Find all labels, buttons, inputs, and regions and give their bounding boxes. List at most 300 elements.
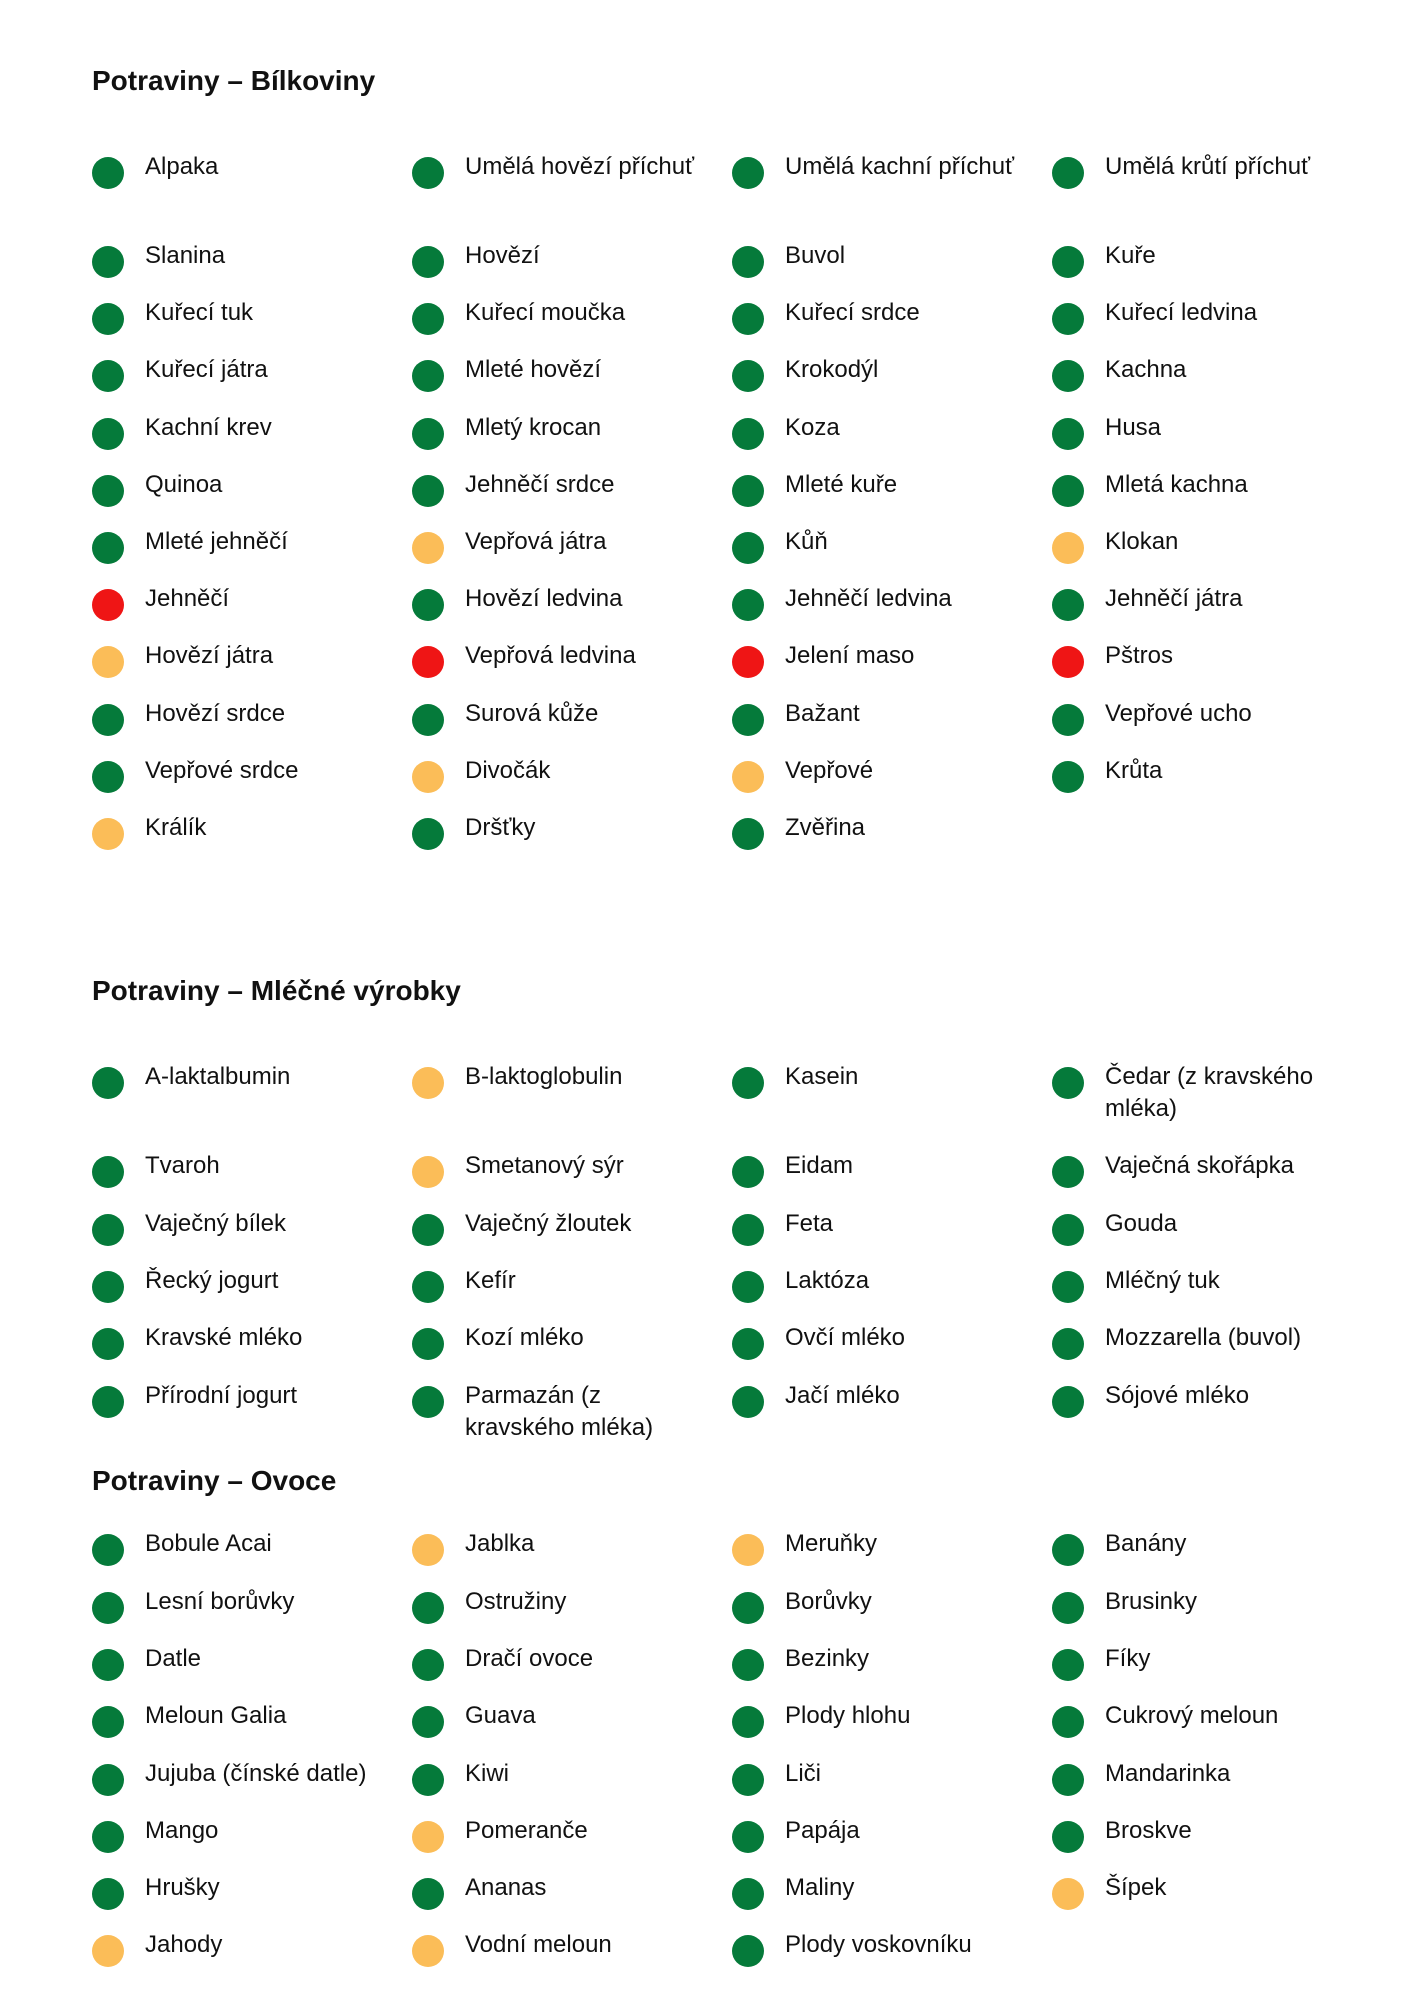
food-item	[92, 1265, 392, 1315]
status-dot-green	[732, 1935, 764, 1967]
food-item	[92, 1208, 392, 1258]
food-item-label: Divočák	[465, 757, 551, 784]
food-item-label: Broskve	[1105, 1817, 1192, 1844]
food-item-label: Jačí mléko	[785, 1382, 900, 1409]
status-dot-green	[732, 1214, 764, 1246]
food-item-label: Kuřecí ledvina	[1105, 299, 1258, 326]
status-dot-green	[92, 475, 124, 507]
status-dot-green	[1052, 1067, 1084, 1099]
food-item	[732, 1643, 1032, 1693]
food-item	[1052, 1150, 1352, 1200]
food-item	[412, 297, 712, 347]
food-item	[92, 240, 392, 290]
food-item	[1052, 297, 1352, 347]
food-item	[92, 1528, 392, 1578]
status-dot-green	[92, 418, 124, 450]
status-dot-green	[1052, 1534, 1084, 1566]
status-dot-green	[92, 1821, 124, 1853]
status-dot-green	[412, 1649, 444, 1681]
status-dot-green	[412, 1271, 444, 1303]
status-dot-orange	[412, 1821, 444, 1853]
status-dot-green	[732, 1706, 764, 1738]
food-item-label: Plody hlohu	[785, 1702, 911, 1729]
status-dot-green	[732, 1592, 764, 1624]
food-item-label: Datle	[145, 1645, 202, 1672]
food-item-label: Jehněčí srdce	[465, 471, 615, 498]
food-item-label: Maliny	[785, 1874, 855, 1901]
food-item-label: Jehněčí	[145, 585, 230, 612]
food-item-label: Brusinky	[1105, 1588, 1198, 1615]
food-item-label: Dršťky	[465, 814, 536, 841]
food-item	[412, 151, 712, 201]
food-item	[412, 469, 712, 519]
food-item	[732, 583, 1032, 633]
status-dot-green	[92, 1067, 124, 1099]
status-dot-green	[92, 532, 124, 564]
food-item	[92, 1150, 392, 1200]
status-dot-green	[732, 1067, 764, 1099]
food-item	[412, 1643, 712, 1693]
food-item	[1052, 354, 1352, 404]
food-item-label: Zvěřina	[785, 814, 866, 841]
food-item-label: Mleté hovězí	[465, 356, 602, 383]
food-item	[92, 526, 392, 576]
food-item-label: Koza	[785, 414, 840, 441]
status-dot-green	[92, 1764, 124, 1796]
status-dot-green	[1052, 246, 1084, 278]
food-item	[1052, 1815, 1352, 1865]
food-item	[412, 1061, 712, 1111]
food-item	[412, 640, 712, 690]
food-item	[412, 1815, 712, 1865]
food-item	[1052, 469, 1352, 519]
food-item-label: Jehněčí játra	[1105, 585, 1243, 612]
food-item-label: Meloun Galia	[145, 1702, 287, 1729]
food-item-label: Guava	[465, 1702, 536, 1729]
status-dot-green	[412, 1878, 444, 1910]
food-item-label: Kasein	[785, 1063, 859, 1090]
food-item	[732, 469, 1032, 519]
food-item	[92, 1872, 392, 1922]
food-item	[412, 240, 712, 290]
food-item-label: Vodní meloun	[465, 1931, 612, 1958]
food-item-label: Meruňky	[785, 1530, 878, 1557]
status-dot-orange	[92, 818, 124, 850]
food-item-label: Vepřové srdce	[145, 757, 299, 784]
food-item	[732, 354, 1032, 404]
food-item	[1052, 1061, 1352, 1122]
food-item-label: Bezinky	[785, 1645, 870, 1672]
food-item-label: Papája	[785, 1817, 860, 1844]
status-dot-green	[732, 704, 764, 736]
food-item-label: Kachní krev	[145, 414, 272, 441]
food-item-label: Mletý krocan	[465, 414, 602, 441]
food-item-label: Hovězí srdce	[145, 700, 286, 727]
status-dot-green	[732, 157, 764, 189]
food-item	[1052, 1380, 1352, 1430]
status-dot-green	[1052, 1649, 1084, 1681]
status-dot-green	[412, 1592, 444, 1624]
status-dot-orange	[1052, 532, 1084, 564]
food-item-label: Kuřecí srdce	[785, 299, 920, 326]
food-item-label: Plody voskovníku	[785, 1931, 972, 1958]
food-item-label: Jablka	[465, 1530, 535, 1557]
status-dot-green	[1052, 1156, 1084, 1188]
food-item-label: Smetanový sýr	[465, 1152, 624, 1179]
food-item-label: Jehněčí ledvina	[785, 585, 952, 612]
food-item	[412, 1586, 712, 1636]
food-item-label: Husa	[1105, 414, 1162, 441]
status-dot-green	[1052, 1386, 1084, 1418]
food-item	[1052, 1322, 1352, 1372]
food-item-label: Hovězí ledvina	[465, 585, 623, 612]
food-item-label: Mozzarella (buvol)	[1105, 1324, 1302, 1351]
status-dot-green	[732, 589, 764, 621]
status-dot-green	[412, 704, 444, 736]
food-item	[412, 583, 712, 633]
food-item	[412, 1380, 712, 1441]
status-dot-green	[92, 246, 124, 278]
food-item	[732, 1586, 1032, 1636]
food-item	[412, 1528, 712, 1578]
status-dot-red	[92, 589, 124, 621]
status-dot-green	[732, 532, 764, 564]
status-dot-green	[92, 1386, 124, 1418]
status-dot-green	[732, 1156, 764, 1188]
food-item-label: Jelení maso	[785, 642, 915, 669]
food-item	[1052, 1643, 1352, 1693]
status-dot-green	[1052, 1328, 1084, 1360]
food-item	[412, 1322, 712, 1372]
status-dot-green	[1052, 157, 1084, 189]
status-dot-green	[1052, 1271, 1084, 1303]
food-item	[92, 1586, 392, 1636]
food-item-label: Ovčí mléko	[785, 1324, 906, 1351]
status-dot-green	[412, 246, 444, 278]
status-dot-green	[1052, 475, 1084, 507]
food-item-label: Umělá hovězí příchuť	[465, 153, 695, 180]
food-item-label: Surová kůže	[465, 700, 599, 727]
food-item	[732, 240, 1032, 290]
food-item-label: B-laktoglobulin	[465, 1063, 623, 1090]
food-item	[92, 698, 392, 748]
food-item-label: Bobule Acai	[145, 1530, 272, 1557]
status-dot-green	[1052, 303, 1084, 335]
food-item-label: Kefír	[465, 1267, 516, 1294]
food-item	[92, 640, 392, 690]
status-dot-green	[92, 303, 124, 335]
food-item	[92, 1322, 392, 1372]
food-item-label: Pomeranče	[465, 1817, 588, 1844]
food-item-label: Feta	[785, 1210, 834, 1237]
status-dot-green	[732, 1328, 764, 1360]
food-item	[1052, 526, 1352, 576]
food-item-label: Hovězí játra	[145, 642, 274, 669]
status-dot-green	[732, 475, 764, 507]
food-item-label: Čedar (z kravského mléka)	[1105, 1063, 1314, 1122]
food-item	[1052, 640, 1352, 690]
food-item	[732, 1322, 1032, 1372]
status-dot-green	[732, 303, 764, 335]
food-item-label: Klokan	[1105, 528, 1179, 555]
food-item-label: Ostružiny	[465, 1588, 567, 1615]
status-dot-green	[1052, 704, 1084, 736]
food-item	[92, 1929, 392, 1979]
food-item	[412, 1872, 712, 1922]
food-item-label: Mango	[145, 1817, 219, 1844]
status-dot-green	[1052, 589, 1084, 621]
food-item	[732, 1208, 1032, 1258]
status-dot-green	[732, 1878, 764, 1910]
status-dot-green	[412, 475, 444, 507]
status-dot-orange	[412, 1156, 444, 1188]
food-item	[732, 1815, 1032, 1865]
food-item-label: Kuřecí tuk	[145, 299, 254, 326]
food-item	[92, 1815, 392, 1865]
food-item-label: Vepřové	[785, 757, 874, 784]
food-item	[1052, 240, 1352, 290]
food-item-label: Mleté jehněčí	[145, 528, 288, 555]
status-dot-green	[1052, 1821, 1084, 1853]
status-dot-green	[732, 246, 764, 278]
food-item-label: Přírodní jogurt	[145, 1382, 298, 1409]
food-item	[1052, 755, 1352, 805]
food-item-label: Umělá kachní příchuť	[785, 153, 1015, 180]
food-item	[92, 812, 392, 862]
status-dot-orange	[412, 1534, 444, 1566]
food-item-label: Bažant	[785, 700, 860, 727]
food-item	[732, 1150, 1032, 1200]
food-item-label: Krůta	[1105, 757, 1163, 784]
food-item-label: Cukrový meloun	[1105, 1702, 1279, 1729]
status-dot-green	[92, 1328, 124, 1360]
food-item-label: A-laktalbumin	[145, 1063, 291, 1090]
food-item	[1052, 1586, 1352, 1636]
food-item	[412, 1929, 712, 1979]
status-dot-orange	[732, 1534, 764, 1566]
status-dot-green	[92, 1534, 124, 1566]
food-item-label: Vaječný bílek	[145, 1210, 286, 1237]
status-dot-green	[1052, 761, 1084, 793]
food-item	[412, 1758, 712, 1808]
status-dot-green	[1052, 418, 1084, 450]
status-dot-green	[1052, 1706, 1084, 1738]
food-item-label: Vepřová játra	[465, 528, 607, 555]
food-item-label: Kuřecí moučka	[465, 299, 626, 326]
food-item	[412, 698, 712, 748]
food-item-label: Buvol	[785, 242, 846, 269]
food-item	[412, 526, 712, 576]
food-item	[1052, 583, 1352, 633]
food-item-label: Vepřové ucho	[1105, 700, 1252, 727]
food-item-label: Vaječná skořápka	[1105, 1152, 1294, 1179]
food-item-label: Laktóza	[785, 1267, 870, 1294]
status-dot-green	[92, 1271, 124, 1303]
food-item	[732, 526, 1032, 576]
food-item	[732, 151, 1032, 201]
food-item	[1052, 698, 1352, 748]
food-item-label: Sójové mléko	[1105, 1382, 1250, 1409]
section-title: Potraviny – Ovoce	[92, 1465, 337, 1496]
food-item	[732, 1872, 1032, 1922]
status-dot-green	[412, 1214, 444, 1246]
food-item	[732, 1758, 1032, 1808]
status-dot-green	[92, 1706, 124, 1738]
food-item-label: Šípek	[1105, 1874, 1167, 1901]
status-dot-green	[732, 1821, 764, 1853]
food-item-label: Kiwi	[465, 1760, 510, 1787]
status-dot-green	[92, 1156, 124, 1188]
status-dot-green	[732, 1271, 764, 1303]
status-dot-green	[412, 589, 444, 621]
status-dot-orange	[412, 532, 444, 564]
food-item	[1052, 1208, 1352, 1258]
food-item-label: Králík	[145, 814, 207, 841]
food-item	[92, 469, 392, 519]
status-dot-green	[92, 1592, 124, 1624]
food-item	[1052, 1872, 1352, 1922]
food-item	[732, 1528, 1032, 1578]
food-item	[732, 698, 1032, 748]
food-item-label: Parmazán (z kravského mléka)	[465, 1382, 654, 1441]
food-item-label: Borůvky	[785, 1588, 872, 1615]
food-item	[412, 812, 712, 862]
food-item	[412, 1150, 712, 1200]
status-dot-red	[732, 646, 764, 678]
food-item	[92, 1758, 392, 1808]
section-title: Potraviny – Mléčné výrobky	[92, 975, 461, 1006]
status-dot-green	[732, 418, 764, 450]
status-dot-green	[412, 157, 444, 189]
food-item-label: Kůň	[785, 528, 828, 555]
status-dot-green	[732, 1764, 764, 1796]
food-item	[412, 755, 712, 805]
food-item-label: Slanina	[145, 242, 226, 269]
food-item	[732, 412, 1032, 462]
status-dot-green	[732, 818, 764, 850]
food-item-label: Kozí mléko	[465, 1324, 584, 1351]
food-item	[92, 1700, 392, 1750]
food-item	[412, 412, 712, 462]
food-item-label: Hrušky	[145, 1874, 220, 1901]
food-item	[732, 812, 1032, 862]
status-dot-green	[92, 1649, 124, 1681]
status-dot-green	[92, 360, 124, 392]
food-item	[92, 1061, 392, 1111]
status-dot-green	[92, 1214, 124, 1246]
food-item-label: Mleté kuře	[785, 471, 898, 498]
status-dot-green	[412, 1386, 444, 1418]
food-item	[732, 1265, 1032, 1315]
food-item-label: Kuře	[1105, 242, 1156, 269]
food-item-label: Mléčný tuk	[1105, 1267, 1220, 1294]
food-item-label: Mandarinka	[1105, 1760, 1231, 1787]
food-item	[412, 1700, 712, 1750]
status-dot-green	[732, 360, 764, 392]
food-item-label: Kachna	[1105, 356, 1187, 383]
food-item	[92, 354, 392, 404]
status-dot-green	[1052, 1764, 1084, 1796]
food-item-label: Liči	[785, 1760, 822, 1787]
food-item	[92, 1380, 392, 1430]
status-dot-green	[412, 1328, 444, 1360]
status-dot-red	[412, 646, 444, 678]
status-dot-red	[1052, 646, 1084, 678]
status-dot-green	[412, 360, 444, 392]
food-item	[412, 1208, 712, 1258]
food-item	[1052, 1700, 1352, 1750]
food-item	[732, 640, 1032, 690]
status-dot-green	[92, 157, 124, 189]
food-item-label: Hovězí	[465, 242, 540, 269]
status-dot-green	[412, 418, 444, 450]
food-item	[92, 297, 392, 347]
food-item	[1052, 1265, 1352, 1315]
food-item-label: Umělá krůtí příchuť	[1105, 153, 1311, 180]
food-item-label: Eidam	[785, 1152, 854, 1179]
food-item	[732, 297, 1032, 347]
food-item	[1052, 151, 1352, 201]
status-dot-green	[1052, 360, 1084, 392]
status-dot-orange	[412, 761, 444, 793]
food-item	[92, 412, 392, 462]
food-item-label: Alpaka	[145, 153, 219, 180]
food-item-label: Dračí ovoce	[465, 1645, 594, 1672]
food-item-label: Mletá kachna	[1105, 471, 1248, 498]
food-item	[92, 1643, 392, 1693]
food-item-label: Kuřecí játra	[145, 356, 268, 383]
status-dot-green	[92, 704, 124, 736]
food-item-label: Ananas	[465, 1874, 547, 1901]
food-item-label: Krokodýl	[785, 356, 879, 383]
status-dot-orange	[732, 761, 764, 793]
status-dot-orange	[412, 1067, 444, 1099]
food-item	[92, 151, 392, 201]
status-dot-green	[1052, 1592, 1084, 1624]
status-dot-green	[92, 1878, 124, 1910]
food-item-label: Banány	[1105, 1530, 1187, 1557]
status-dot-green	[412, 1764, 444, 1796]
food-item	[412, 1265, 712, 1315]
food-item-label: Kravské mléko	[145, 1324, 303, 1351]
food-item	[732, 1700, 1032, 1750]
status-dot-green	[732, 1386, 764, 1418]
food-item	[732, 1380, 1032, 1430]
food-item-label: Quinoa	[145, 471, 223, 498]
food-item	[732, 1061, 1032, 1111]
food-item	[1052, 1528, 1352, 1578]
food-item-label: Gouda	[1105, 1210, 1178, 1237]
food-item-label: Řecký jogurt	[145, 1267, 279, 1294]
status-dot-green	[92, 761, 124, 793]
status-dot-green	[412, 1706, 444, 1738]
food-item	[92, 583, 392, 633]
status-dot-orange	[1052, 1878, 1084, 1910]
status-dot-green	[412, 818, 444, 850]
food-item-label: Tvaroh	[145, 1152, 220, 1179]
food-item-label: Fíky	[1105, 1645, 1151, 1672]
food-item-label: Jujuba (čínské datle)	[145, 1760, 367, 1787]
food-item	[732, 755, 1032, 805]
food-item	[92, 755, 392, 805]
food-item-label: Vepřová ledvina	[465, 642, 636, 669]
status-dot-green	[1052, 1214, 1084, 1246]
food-item	[732, 1929, 1032, 1979]
food-item	[412, 354, 712, 404]
status-dot-orange	[92, 1935, 124, 1967]
food-item-label: Vaječný žloutek	[465, 1210, 632, 1237]
food-item-label: Jahody	[145, 1931, 223, 1958]
